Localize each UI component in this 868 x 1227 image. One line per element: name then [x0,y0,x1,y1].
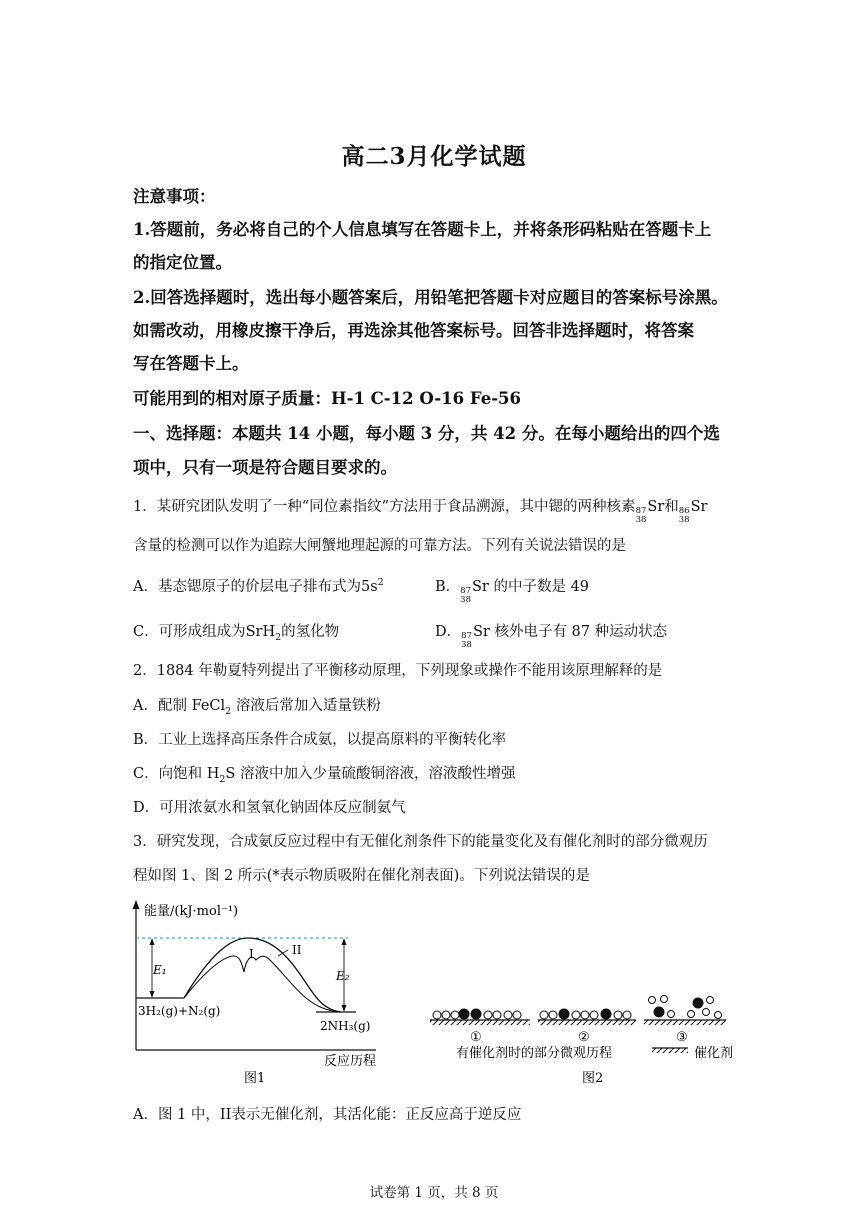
sr86-mass-number: 86 [678,506,690,516]
y-axis-label: 能量/(kJ·mol⁻¹) [144,904,239,919]
h-atom [504,1011,512,1019]
n-atom [693,998,704,1009]
sr87-atomic-number: 38 [635,515,647,525]
nuclide-sr87 [636,499,665,525]
E2-label: E₂ [336,969,350,983]
h-atom [688,1011,695,1018]
notice-item2-line2: 如需改动，用橡皮擦干净后，再选涂其他答案标号。回答非选择题时，将答案 [133,321,694,340]
q1-option-a-sup: 2 [377,577,384,589]
sr87-mass-number: 87 [635,506,647,516]
q3-stem-line1: 3．研究发现，合成氨反应过程中有无催化剂条件下的能量变化及有催化剂时的部分微观历 [133,834,708,850]
q2-option-a-text: A．配制 FeCl [133,698,226,714]
step1-label: ① [470,1030,482,1045]
curve-II-uncatalyzed [184,938,341,1012]
catalyst-legend-label: 催化剂 [694,1046,734,1061]
h-atom [484,1011,492,1019]
y-axis-arrow [133,900,140,909]
q2-option-c [133,762,515,785]
sr87-atomic-number: 38 [461,640,472,650]
h-atom [540,1011,548,1019]
page-footer: 试卷第 1 页，共 8 页 [369,1185,499,1201]
figure1-caption: 图1 [244,1071,266,1086]
n-atom [601,1009,612,1020]
q1-stem-line2: 含量的检测可以作为追踪大闸蟹地理起源的可靠方法。下列有关说法错误的是 [133,538,626,554]
label-II: II [292,943,302,957]
q2-stem: 2．1884 年勒夏特列提出了平衡移动原理，下列现象或操作不能用该原理解释的是 [133,663,663,679]
h-atom [715,1012,722,1019]
figure1-energy-diagram [126,898,396,1088]
n-atom [559,1009,570,1020]
h-atom [707,997,714,1004]
reactants-label: 3H₂(g)+N₂(g) [138,1004,221,1018]
q3-stem-line2: 程如图 1、图 2 所示(*表示物质吸附在催化剂表面)。下列说法错误的是 [133,868,590,884]
q1-option-c [133,620,339,643]
notice-item1-line2: 的指定位置。 [133,253,232,272]
n-atom [654,1007,665,1018]
h-atom [661,996,668,1003]
nuclide-sr87-d [461,624,473,650]
h-atom [442,1011,450,1019]
h-atom [513,1011,521,1019]
sr86-atomic-number: 38 [678,515,690,525]
h-atom [590,1011,598,1019]
step3-group [644,996,726,1046]
q1-option-d [435,620,667,650]
E1-arrowhead-top [150,938,155,945]
q1-option-d-label: D． [435,624,462,640]
notice-item1-line1: 1.答题前，务必将自己的个人信息填写在答题卡上，并将条形码粘贴在答题卡上 [133,220,712,239]
q1-option-b [435,575,589,605]
step2-label: ② [578,1030,590,1045]
q2-option-a [133,694,381,717]
sr87-mass-number: 87 [460,586,471,596]
n-atom [471,1009,482,1020]
q2-option-b: B．工业上选择高压条件合成氨，以提高原料的平衡转化率 [133,732,507,748]
h-atom [433,1011,441,1019]
h-atom [451,1011,459,1019]
section1-line1: 一、选择题：本题共 14 小题，每小题 3 分，共 42 分。在每小题给出的四个选 [133,424,720,443]
q1-option-b-text: Sr 的中子数是 49 [471,579,590,595]
catalyst-surface-2 [538,1020,636,1025]
q2-option-a-text2: 溶液后常加入适量铁粉 [231,698,381,714]
h-atom [572,1011,580,1019]
step1-group [430,1009,530,1046]
h-atom [668,1011,675,1018]
section1-line2: 项中，只有一项是符合题目要求的。 [133,458,397,477]
q1-option-d-text: Sr 核外电子有 87 种运动状态 [472,624,668,640]
q2-option-c-text: C．向饱和 H [133,766,220,782]
h-atom [581,1011,589,1019]
q1-option-c-text: C．可形成组成为SrH [133,624,276,640]
step2-group [538,1009,636,1046]
catalyst-legend-swatch [652,1048,688,1053]
sr87-mass-number: 87 [461,631,472,641]
nuclide-sr86 [679,499,708,525]
E2-arrowhead-bottom [342,1005,347,1012]
h-atom [649,997,656,1004]
notice-heading: 注意事项： [133,187,216,206]
h-atom [493,1011,501,1019]
q1-option-a [133,575,384,596]
sr86-symbol: Sr [690,499,708,515]
q1-stem-text: 1．某研究团队发明了一种“同位素指纹”方法用于食品溯源，其中锶的两种核素 [133,499,636,515]
h-atom [549,1011,557,1019]
E1-arrowhead-bottom [150,991,155,998]
step3-label: ③ [676,1030,688,1045]
notice-item2-line3: 写在答题卡上。 [133,354,249,373]
q1-option-a-text: A．基态锶原子的价层电子排布式为5s [133,579,378,595]
n-atom [459,1009,470,1020]
q2-option-d: D．可用浓氨水和氢氧化钠固体反应制氨气 [133,800,406,816]
h-atom [623,1011,631,1019]
catalyst-surface-1 [430,1020,530,1025]
q1-option-c-text2: 的氢化物 [281,624,340,640]
h-atom [614,1011,622,1019]
catalyst-surface-3 [644,1020,726,1025]
notice-item2-line1: 2.回答选择题时，选出每小题答案后，用铅笔把答题卡对应题目的答案标号涂黑。 [133,288,728,307]
figure2-process-caption: 有催化剂时的部分微观历程 [456,1046,613,1061]
products-label: 2NH₃(g) [320,1019,371,1033]
q2-option-c-text2: S 溶液中加入少量硫酸铜溶液，溶液酸性增强 [225,766,516,782]
q3-option-a: A．图 1 中，II表示无催化剂，其活化能：正反应高于逆反应 [133,1107,522,1123]
q1-and: 和 [664,499,679,515]
figure2-micro-process [426,990,746,1090]
page-title: 高二3月化学试题 [341,143,527,170]
h-atom [703,1009,710,1016]
q1-option-c-sub: 2 [275,631,282,643]
E2-arrowhead-top [342,938,347,945]
x-axis-label: 反应历程 [324,1054,377,1069]
E1-label: E₁ [153,963,167,977]
figure2-caption: 图2 [582,1071,604,1086]
q1-option-b-label: B． [435,579,461,595]
q1-stem-line1 [133,495,707,525]
label-I: I [249,947,254,961]
nuclide-sr87-b [460,579,472,605]
sr87-symbol: Sr [647,499,665,515]
q2-option-a-sub: 2 [225,705,232,717]
atomic-mass-line: 可能用到的相对原子质量：H-1 C-12 O-16 Fe-56 [133,389,521,408]
q2-option-c-sub: 2 [219,773,226,785]
sr87-atomic-number: 38 [460,595,471,605]
